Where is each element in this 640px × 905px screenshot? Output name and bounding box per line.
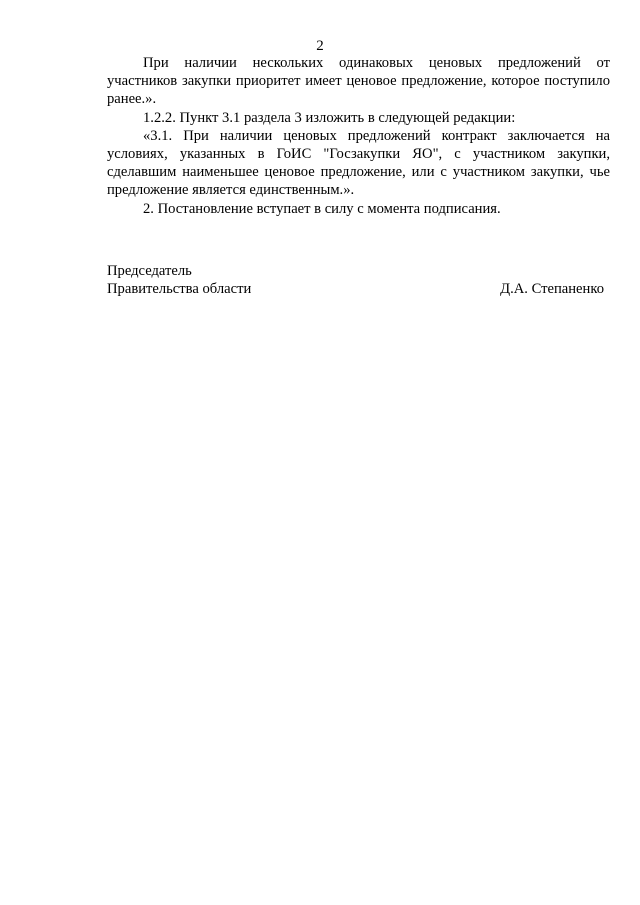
paragraph-new-clause-text: «3.1. При наличии ценовых предложений контракт заключается на условиях, указанных в ГоИС "Госзакупки ЯО", с участником закупки, сделавшим наименьшее ценовое предложение, или с участником закупки, чье предложение является единственным.». <box>107 127 610 199</box>
signatory-title-line2: Правительства области <box>107 281 252 298</box>
paragraph-amendment-clause: 1.2.2. Пункт 3.1 раздела 3 изложить в следующей редакции: <box>143 109 516 126</box>
signature-line <box>107 280 604 298</box>
paragraph-effective-date: 2. Постановление вступает в силу с момента подписания. <box>143 200 501 217</box>
paragraph-priority-rule: При наличии нескольких одинаковых ценовых предложений от участников закупки приоритет имеет ценовое предложение, которое поступило ранее.». <box>107 55 610 108</box>
signature-block <box>107 262 604 298</box>
page-number: 2 <box>316 38 324 54</box>
signatory-name: Д.А. Степаненко <box>500 281 604 298</box>
signatory-title-line1: Председатель <box>107 263 192 279</box>
document-body <box>107 54 610 218</box>
